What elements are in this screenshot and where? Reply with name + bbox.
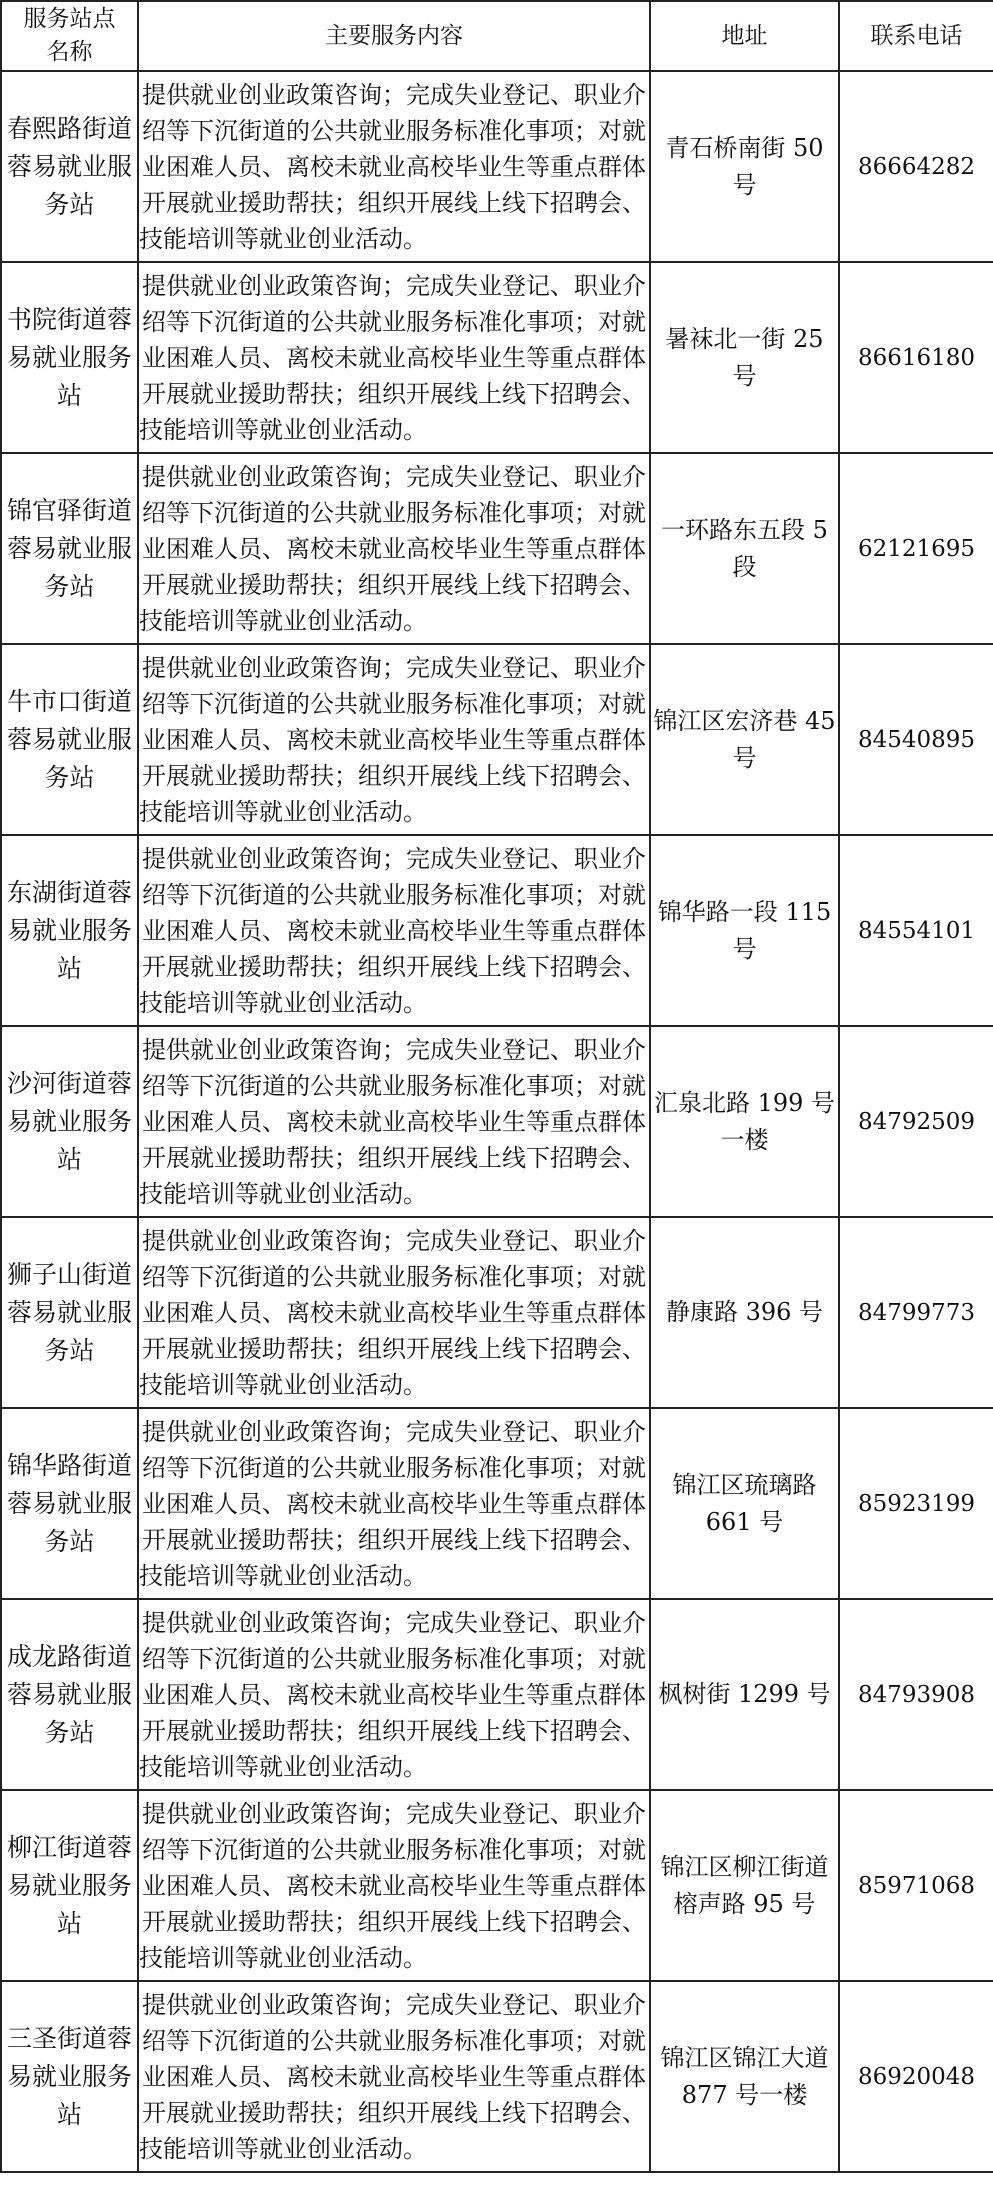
station-phone: 85923199 xyxy=(857,1490,976,1517)
phone-cell xyxy=(839,453,993,644)
table-row xyxy=(1,835,993,1026)
service-content-cell xyxy=(138,453,650,644)
table-row xyxy=(1,1981,993,2172)
station-name-cell xyxy=(1,71,138,262)
phone-cell xyxy=(839,1217,993,1408)
phone-cell xyxy=(839,1026,993,1217)
service-content: 提供就业创业政策咨询；完成失业登记、职业介绍等下沉街道的公共就业服务标准化事项；对就业困难人员、离校未就业高校毕业生等重点群体开展就业援助帮扶；组织开展线上线下招聘会、技能培训等就业创业活动。 xyxy=(139,1990,646,2163)
service-content: 提供就业创业政策咨询；完成失业登记、职业介绍等下沉街道的公共就业服务标准化事项；对就业困难人员、离校未就业高校毕业生等重点群体开展就业援助帮扶；组织开展线上线下招聘会、技能培训等就业创业活动。 xyxy=(139,1608,646,1781)
service-content: 提供就业创业政策咨询；完成失业登记、职业介绍等下沉街道的公共就业服务标准化事项；对就业困难人员、离校未就业高校毕业生等重点群体开展就业援助帮扶；组织开展线上线下招聘会、技能培训等就业创业活动。 xyxy=(139,844,646,1017)
phone-cell xyxy=(839,1599,993,1790)
address-cell xyxy=(650,71,839,262)
address-cell xyxy=(650,1217,839,1408)
phone-cell xyxy=(839,644,993,835)
header-phone: 联系电话 xyxy=(839,1,993,71)
address-cell xyxy=(650,835,839,1026)
station-address: 汇泉北路 199 号一楼 xyxy=(653,1088,836,1154)
phone-cell xyxy=(839,1408,993,1599)
service-content-cell xyxy=(138,1408,650,1599)
table-row xyxy=(1,1217,993,1408)
station-name: 锦官驿街道蓉易就业服务站 xyxy=(6,495,132,601)
service-content: 提供就业创业政策咨询；完成失业登记、职业介绍等下沉街道的公共就业服务标准化事项；对就业困难人员、离校未就业高校毕业生等重点群体开展就业援助帮扶；组织开展线上线下招聘会、技能培训等就业创业活动。 xyxy=(139,271,646,444)
station-name-cell xyxy=(1,1981,138,2172)
station-address: 枫树街 1299 号 xyxy=(658,1680,831,1708)
station-name-cell xyxy=(1,1408,138,1599)
address-cell xyxy=(650,453,839,644)
address-cell xyxy=(650,644,839,835)
station-name: 书院街道蓉易就业服务站 xyxy=(6,304,132,410)
station-name: 春熙路街道蓉易就业服务站 xyxy=(6,113,132,219)
station-name: 锦华路街道蓉易就业服务站 xyxy=(6,1450,132,1556)
station-name: 沙河街道蓉易就业服务站 xyxy=(6,1068,132,1174)
service-content: 提供就业创业政策咨询；完成失业登记、职业介绍等下沉街道的公共就业服务标准化事项；对就业困难人员、离校未就业高校毕业生等重点群体开展就业援助帮扶；组织开展线上线下招聘会、技能培训等就业创业活动。 xyxy=(139,80,646,253)
station-phone: 84793908 xyxy=(857,1681,976,1708)
station-name: 三圣街道蓉易就业服务站 xyxy=(6,2023,132,2129)
service-content: 提供就业创业政策咨询；完成失业登记、职业介绍等下沉街道的公共就业服务标准化事项；对就业困难人员、离校未就业高校毕业生等重点群体开展就业援助帮扶；组织开展线上线下招聘会、技能培训等就业创业活动。 xyxy=(139,653,646,826)
address-cell xyxy=(650,262,839,453)
header-station-name: 服务站点名称 xyxy=(1,1,138,71)
service-content: 提供就业创业政策咨询；完成失业登记、职业介绍等下沉街道的公共就业服务标准化事项；对就业困难人员、离校未就业高校毕业生等重点群体开展就业援助帮扶；组织开展线上线下招聘会、技能培训等就业创业活动。 xyxy=(139,462,646,635)
station-name-cell xyxy=(1,1790,138,1981)
station-address: 锦江区柳江街道榕声路 95 号 xyxy=(660,1852,829,1918)
station-address: 一环路东五段 5 段 xyxy=(661,515,828,581)
station-phone: 86616180 xyxy=(857,344,976,371)
phone-cell xyxy=(839,835,993,1026)
station-phone: 62121695 xyxy=(857,535,976,562)
table-row xyxy=(1,1790,993,1981)
station-address: 锦华路一段 115 号 xyxy=(657,897,832,963)
service-content: 提供就业创业政策咨询；完成失业登记、职业介绍等下沉街道的公共就业服务标准化事项；对就业困难人员、离校未就业高校毕业生等重点群体开展就业援助帮扶；组织开展线上线下招聘会、技能培训等就业创业活动。 xyxy=(139,1417,646,1590)
table-row xyxy=(1,1408,993,1599)
address-cell xyxy=(650,1790,839,1981)
station-name-cell xyxy=(1,1599,138,1790)
phone-cell xyxy=(839,262,993,453)
service-content: 提供就业创业政策咨询；完成失业登记、职业介绍等下沉街道的公共就业服务标准化事项；对就业困难人员、离校未就业高校毕业生等重点群体开展就业援助帮扶；组织开展线上线下招聘会、技能培训等就业创业活动。 xyxy=(139,1035,646,1208)
address-cell xyxy=(650,1026,839,1217)
station-phone: 84540895 xyxy=(857,726,976,753)
header-address: 地址 xyxy=(650,1,839,71)
service-content-cell xyxy=(138,1217,650,1408)
station-name-cell xyxy=(1,644,138,835)
station-phone: 86920048 xyxy=(857,2063,976,2090)
service-content-cell xyxy=(138,835,650,1026)
header-service-content: 主要服务内容 xyxy=(138,1,650,71)
station-address: 锦江区琉璃路 661 号 xyxy=(672,1470,817,1536)
station-address: 锦江区锦江大道 877 号一楼 xyxy=(660,2043,829,2109)
service-content-cell xyxy=(138,1026,650,1217)
station-phone: 84792509 xyxy=(857,1108,976,1135)
station-address: 静康路 396 号 xyxy=(665,1298,824,1326)
address-cell xyxy=(650,1981,839,2172)
station-name: 东湖街道蓉易就业服务站 xyxy=(6,877,132,983)
table-row xyxy=(1,1599,993,1790)
station-name-cell xyxy=(1,453,138,644)
station-name-cell xyxy=(1,1217,138,1408)
table-row xyxy=(1,71,993,262)
station-name: 狮子山街道蓉易就业服务站 xyxy=(6,1259,132,1365)
station-name: 成龙路街道蓉易就业服务站 xyxy=(6,1641,132,1747)
station-phone: 84554101 xyxy=(857,917,976,944)
station-name-cell xyxy=(1,835,138,1026)
station-phone: 86664282 xyxy=(857,153,976,180)
phone-cell xyxy=(839,1981,993,2172)
station-phone: 85971068 xyxy=(857,1872,976,1899)
station-address: 锦江区宏济巷 45 号 xyxy=(653,706,836,772)
station-name: 牛市口街道蓉易就业服务站 xyxy=(6,686,132,792)
service-content-cell xyxy=(138,262,650,453)
station-name-cell xyxy=(1,262,138,453)
station-address: 暑袜北一街 25 号 xyxy=(665,324,824,390)
service-content: 提供就业创业政策咨询；完成失业登记、职业介绍等下沉街道的公共就业服务标准化事项；对就业困难人员、离校未就业高校毕业生等重点群体开展就业援助帮扶；组织开展线上线下招聘会、技能培训等就业创业活动。 xyxy=(139,1226,646,1399)
table-row xyxy=(1,262,993,453)
service-content-cell xyxy=(138,71,650,262)
address-cell xyxy=(650,1599,839,1790)
phone-cell xyxy=(839,1790,993,1981)
station-name: 柳江街道蓉易就业服务站 xyxy=(6,1832,132,1938)
service-content: 提供就业创业政策咨询；完成失业登记、职业介绍等下沉街道的公共就业服务标准化事项；对就业困难人员、离校未就业高校毕业生等重点群体开展就业援助帮扶；组织开展线上线下招聘会、技能培训等就业创业活动。 xyxy=(139,1799,646,1972)
address-cell xyxy=(650,1408,839,1599)
table-row xyxy=(1,644,993,835)
service-content-cell xyxy=(138,1790,650,1981)
table-row xyxy=(1,1026,993,1217)
service-content-cell xyxy=(138,1981,650,2172)
station-name-cell xyxy=(1,1026,138,1217)
station-phone: 84799773 xyxy=(857,1299,976,1326)
service-content-cell xyxy=(138,644,650,835)
phone-cell xyxy=(839,71,993,262)
station-address: 青石桥南街 50 号 xyxy=(665,133,824,199)
table-row xyxy=(1,453,993,644)
table-header-row xyxy=(1,1,993,71)
service-content-cell xyxy=(138,1599,650,1790)
